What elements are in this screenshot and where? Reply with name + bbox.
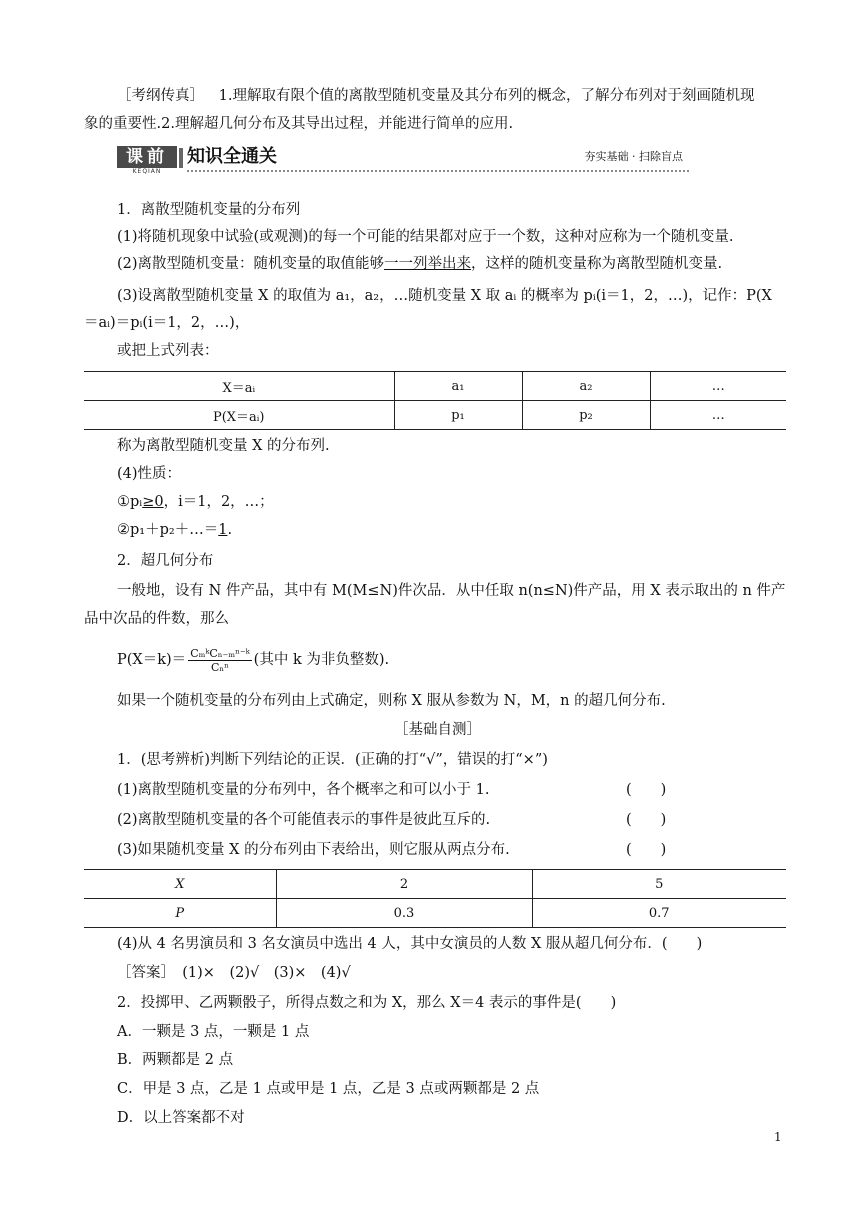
- table-cell: …: [650, 401, 786, 430]
- table-cell: p₁: [394, 401, 522, 430]
- s2-p3: 如果一个随机变量的分布列由上式确定，则称 X 服从参数为 N，M，n 的超几何分布.: [117, 693, 666, 709]
- s1-p5: 称为离散型随机变量 X 的分布列.: [117, 438, 330, 454]
- section-banner: [117, 146, 689, 176]
- table-cell: X: [84, 870, 276, 899]
- distribution-table: [84, 371, 786, 430]
- s1-prop2: [117, 520, 232, 540]
- q1-item-4: (4)从 4 名男演员和 3 名女演员中选出 4 人，其中女演员的人数 X 服从超几何分布．( ): [117, 936, 703, 952]
- s1-p6: (4)性质：: [117, 466, 182, 482]
- s1-p2-pre: (2)离散型随机变量：随机变量的取值能够: [117, 256, 385, 272]
- table-row: [84, 401, 786, 430]
- table-cell: P(X＝aᵢ): [84, 401, 394, 430]
- s1-p2-post: ，这样的随机变量称为离散型随机变量.: [471, 256, 723, 272]
- s2-heading: 2．超几何分布: [117, 553, 214, 569]
- prop2-post: .: [227, 522, 233, 538]
- s2-formula: [117, 644, 389, 676]
- s1-p3b: ＝aᵢ)＝pᵢ(i＝1，2，…)，: [84, 315, 250, 331]
- s1-p1: (1)将随机现象中试验(或观测)的每一个可能的结果都对应于一个数，这种对应称为一个随机变量.: [117, 229, 734, 245]
- s1-prop1: [117, 492, 274, 512]
- banner-title: 知识全通关: [187, 146, 277, 167]
- formula-denominator: Cₙⁿ: [210, 660, 229, 674]
- prop2-underlined: 1: [218, 522, 228, 538]
- table-row: [84, 899, 786, 928]
- syllabus-text-1: 1.理解取有限个值的离散型随机变量及其分布列的概念，了解分布列对于刻画随机现: [218, 88, 755, 104]
- table-cell: P: [84, 899, 276, 928]
- formula-lhs: P(X＝k)＝: [117, 652, 187, 668]
- q2-option-d: D．以上答案都不对: [117, 1110, 245, 1126]
- s1-p3a: (3)设离散型随机变量 X 的取值为 a₁，a₂，…随机变量 X 取 aᵢ 的概率为 pᵢ(i＝1，2，…)，记作：P(X: [117, 288, 772, 304]
- table-cell: a₂: [522, 372, 650, 401]
- q1-item-3: (3)如果随机变量 X 的分布列由下表给出，则它服从两点分布.: [117, 842, 510, 858]
- selftest-heading: ［基础自测］: [394, 722, 481, 738]
- table-cell: 0.3: [276, 899, 532, 928]
- prop1-underlined: ≥0: [142, 494, 164, 510]
- s1-p2-underlined: 一一列举出来: [384, 256, 472, 272]
- answer-line: ［答案］ (1)× (2)√ (3)× (4)√: [117, 965, 351, 981]
- q2-option-a: A．一颗是 3 点，一颗是 1 点: [117, 1024, 310, 1040]
- s2-p2: 品中次品的件数，那么: [84, 611, 229, 627]
- q1-item-1: (1)离散型随机变量的分布列中，各个概率之和可以小于 1.: [117, 782, 490, 798]
- page-number: 1: [774, 1130, 782, 1144]
- formula-fraction: [188, 647, 251, 674]
- table-cell: …: [650, 372, 786, 401]
- formula-numerator: CₘᵏCₙ₋ₘⁿ⁻ᵏ: [190, 646, 250, 660]
- s1-p2: [117, 254, 722, 274]
- formula-rhs: (其中 k 为非负整数).: [253, 652, 390, 668]
- banner-tag: 课前: [117, 146, 177, 168]
- table-row: [84, 372, 786, 401]
- banner-dotted-rule: [187, 170, 689, 172]
- table-cell: 2: [276, 870, 532, 899]
- q2-option-b: B．两颗都是 2 点: [117, 1052, 234, 1068]
- q1-item-2: (2)离散型随机变量的各个可能值表示的事件是彼此互斥的.: [117, 812, 491, 828]
- banner-separator: [179, 148, 183, 168]
- s1-heading: 1．离散型随机变量的分布列: [117, 202, 301, 218]
- table-cell: 0.7: [532, 899, 786, 928]
- table-cell: 5: [532, 870, 786, 899]
- table-cell: a₁: [394, 372, 522, 401]
- prop2-pre: ②p₁＋p₂＋…＝: [117, 522, 219, 538]
- q2-stem: 2．投掷甲、乙两颗骰子，所得点数之和为 X，那么 X＝4 表示的事件是( ): [117, 995, 617, 1011]
- table-cell: p₂: [522, 401, 650, 430]
- q1-stem: 1．(思考辨析)判断下列结论的正误．(正确的打“√”，错误的打“×”): [117, 752, 548, 768]
- s1-p4: 或把上式列表：: [117, 343, 219, 359]
- s2-p1: 一般地，设有 N 件产品，其中有 M(M≤N)件次品．从中任取 n(n≤N)件产品，用 X 表示取出的 n 件产: [117, 583, 786, 599]
- prop1-pre: ①pᵢ: [117, 494, 143, 510]
- banner-tag-sub: KEQIAN: [132, 168, 162, 175]
- two-point-table: [84, 869, 786, 928]
- table-row: [84, 870, 786, 899]
- syllabus-line-2: 象的重要性.2.理解超几何分布及其导出过程，并能进行简单的应用.: [84, 116, 514, 132]
- syllabus-line-1: [117, 86, 754, 106]
- answer-paren: ( ): [626, 842, 667, 858]
- q2-option-c: C．甲是 3 点，乙是 1 点或甲是 1 点，乙是 3 点或两颗都是 2 点: [117, 1081, 540, 1097]
- syllabus-label: ［考纲传真］: [117, 88, 204, 104]
- table-cell: X＝aᵢ: [84, 372, 394, 401]
- banner-slogan: 夯实基础 · 扫除盲点: [584, 150, 683, 163]
- prop1-post: ，i＝1，2，…；: [163, 494, 274, 510]
- answer-paren: ( ): [626, 782, 667, 798]
- answer-paren: ( ): [626, 812, 667, 828]
